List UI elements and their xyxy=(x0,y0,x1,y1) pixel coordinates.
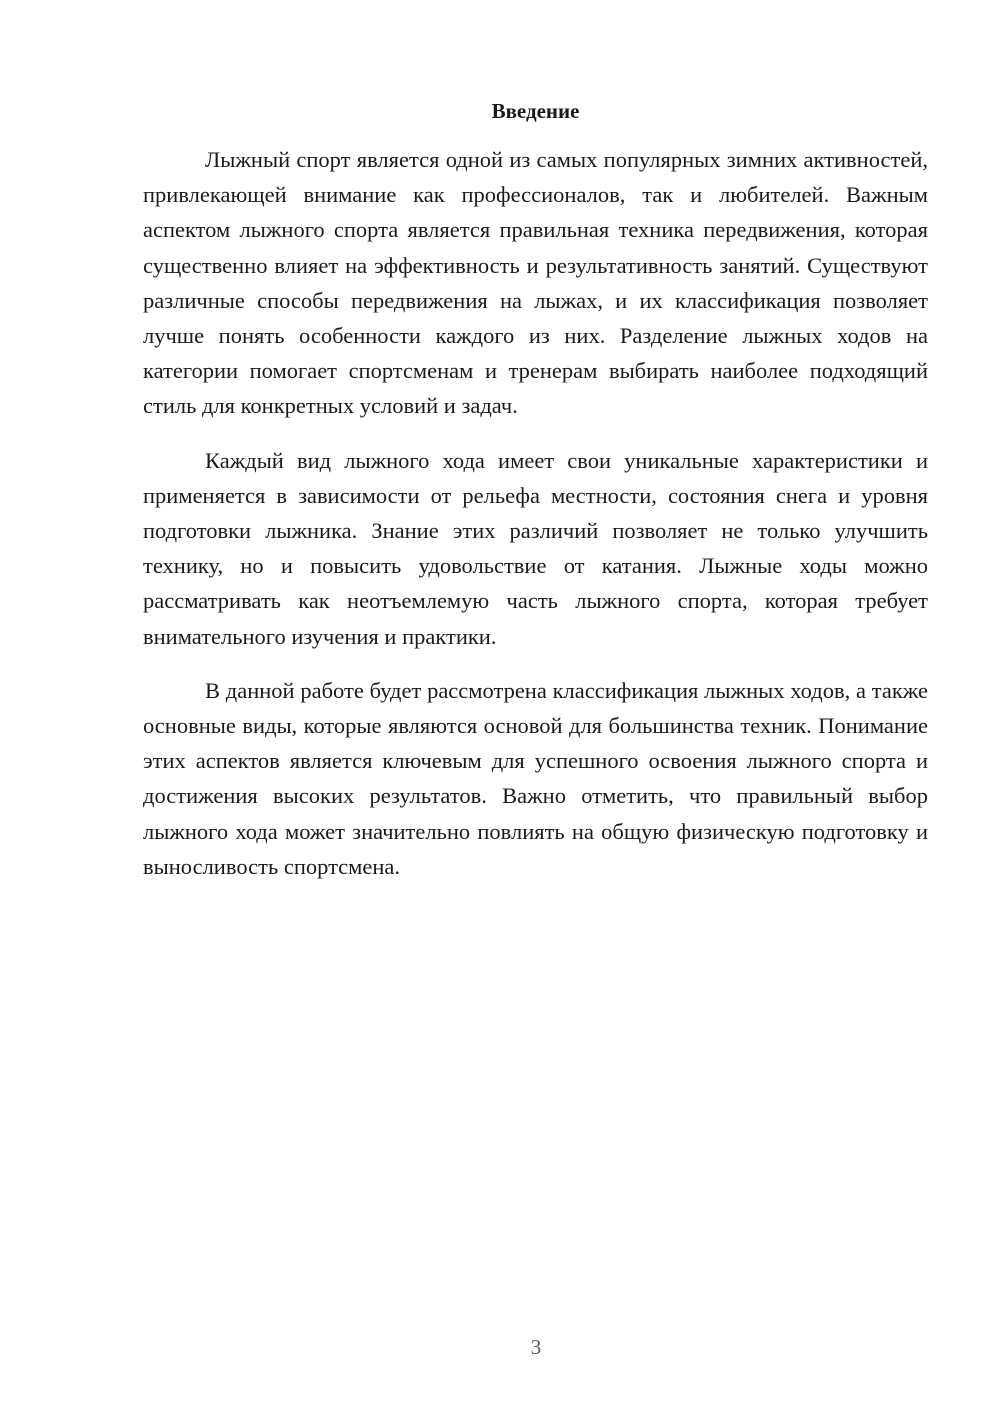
section-heading: Введение xyxy=(491,99,580,123)
body-text xyxy=(143,142,928,884)
page-number: 3 xyxy=(530,1335,542,1359)
paragraph-2: Каждый вид лыжного хода имеет свои уникальные характеристики и применяется в зависимости от рельефа местности, состояния снега и уровня подготовки лыжника. Знание этих различий позволяет не только улучшить технику, но и повысить удовольствие от катания. Лыжные ходы можно рассматривать как неотъемлемую часть лыжного спорта, которая требует внимательного изучения и практики. xyxy=(143,447,928,649)
paragraph-3: В данной работе будет рассмотрена классификация лыжных ходов, а также основные виды, которые являются основой для большинства техник. Понимание этих аспектов является ключевым для успешного освоения лыжного спорта и достижения высоких результатов. Важно отметить, что правильный выбор лыжного хода может значительно повлиять на общую физическую подготовку и выносливость спортсмена. xyxy=(143,677,928,879)
paragraph-1: Лыжный спорт является одной из самых популярных зимних активностей, привлекающей внимание как профессионалов, так и любителей. Важным аспектом лыжного спорта является правильная техника передвижения, которая существенно влияет на эффективность и результативность занятий. Существуют различные способы передвижения на лыжах, и их классификация позволяет лучше понять особенности каждого из них. Разделение лыжных ходов на категории помогает спортсменам и тренерам выбирать наиболее подходящий стиль для конкретных условий и задач. xyxy=(143,147,928,419)
